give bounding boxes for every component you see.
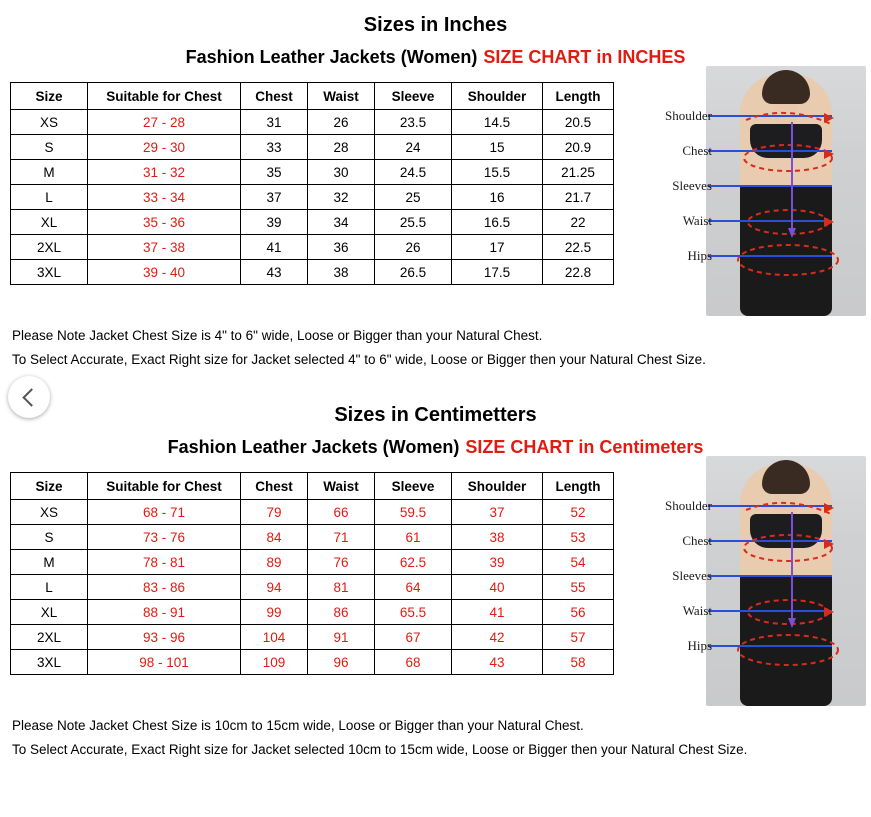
note-line-1: Please Note Jacket Chest Size is 10cm to 15cm wide, Loose or Bigger than your Natural Chest.: [12, 718, 584, 733]
table-cell: 15: [452, 135, 543, 160]
measurement-figure-inches: [596, 82, 866, 312]
table-cell: 26.5: [375, 260, 452, 285]
table-cell: 96: [308, 650, 375, 675]
table-cell: 41: [452, 600, 543, 625]
table-cell: 81: [308, 575, 375, 600]
cell-size: 3XL: [11, 650, 88, 675]
figure-label-shoulder: Shoulder: [665, 498, 712, 513]
cell-size: XL: [11, 600, 88, 625]
column-header: Size: [11, 473, 88, 500]
column-header: Sleeve: [375, 83, 452, 110]
table-cell: 76: [308, 550, 375, 575]
table-cell: 38: [452, 525, 543, 550]
size-chart-section-inches: [0, 14, 871, 372]
table-cell: 20.5: [543, 110, 614, 135]
section-title-cm: Sizes in Centimetters: [334, 404, 537, 426]
table-cell: 64: [375, 575, 452, 600]
table-cell: 24.5: [375, 160, 452, 185]
column-header: Waist: [308, 473, 375, 500]
table-cell: 37 - 38: [88, 235, 241, 260]
figure-label-chest: Chest: [682, 533, 712, 548]
table-cell: 26: [375, 235, 452, 260]
section-title-inches: Sizes in Inches: [363, 14, 508, 36]
table-cell: 27 - 28: [88, 110, 241, 135]
previous-image-button[interactable]: [8, 376, 50, 418]
table-cell: 104: [241, 625, 308, 650]
content-row-inches: [0, 82, 871, 312]
table-cell: 15.5: [452, 160, 543, 185]
table-cell: 99: [241, 600, 308, 625]
size-chart-section-cm: [0, 404, 871, 762]
cell-size: XS: [11, 110, 88, 135]
column-header: Chest: [241, 473, 308, 500]
table-cell: 39 - 40: [88, 260, 241, 285]
subtitle-black-text: Fashion Leather Jackets (Women): [185, 47, 478, 67]
table-cell: 109: [241, 650, 308, 675]
table-cell: 36: [308, 235, 375, 260]
table-row: [11, 575, 614, 600]
table-cell: 66: [308, 500, 375, 525]
table-cell: 33: [241, 135, 308, 160]
note-line-2: To Select Accurate, Exact Right size for Jacket selected 4" to 6" wide, Loose or Bigger then your Natural Chest Size.: [12, 352, 706, 367]
table-cell: 38: [308, 260, 375, 285]
table-cell: 57: [543, 625, 614, 650]
table-cell: 17: [452, 235, 543, 260]
figure-label-list-cm: [596, 498, 716, 673]
table-row: [11, 650, 614, 675]
table-cell: 25: [375, 185, 452, 210]
table-cell: 42: [452, 625, 543, 650]
size-table-cm: [10, 472, 614, 675]
table-cell: 98 - 101: [88, 650, 241, 675]
size-table-inches: [10, 82, 614, 285]
table-cell: 39: [452, 550, 543, 575]
table-cell: 71: [308, 525, 375, 550]
table-cell: 94: [241, 575, 308, 600]
table-row: [11, 210, 614, 235]
table-cell: 84: [241, 525, 308, 550]
table-cell: 78 - 81: [88, 550, 241, 575]
column-header: Sleeve: [375, 473, 452, 500]
table-cell: 79: [241, 500, 308, 525]
figure-label-waist: Waist: [682, 213, 712, 228]
cell-size: 2XL: [11, 235, 88, 260]
figure-label-hips: Hips: [687, 638, 712, 653]
cell-size: L: [11, 575, 88, 600]
table-body: [11, 110, 614, 285]
table-cell: 14.5: [452, 110, 543, 135]
note-line-2: To Select Accurate, Exact Right size for Jacket selected 10cm to 15cm wide, Loose or Bigger then your Natural Chest Size.: [12, 742, 748, 757]
section-divider: [0, 372, 871, 390]
table-cell: 86: [308, 600, 375, 625]
table-cell: 43: [241, 260, 308, 285]
table-cell: 29 - 30: [88, 135, 241, 160]
table-cell: 37: [241, 185, 308, 210]
size-table-wrap-cm: [10, 472, 601, 675]
cell-size: XS: [11, 500, 88, 525]
table-cell: 89: [241, 550, 308, 575]
table-cell: 39: [241, 210, 308, 235]
table-cell: 62.5: [375, 550, 452, 575]
figure-label-sleeves: Sleeves: [672, 568, 712, 583]
table-head: [11, 83, 614, 110]
column-header: Shoulder: [452, 83, 543, 110]
size-table-wrap-inches: [10, 82, 601, 285]
table-row: [11, 135, 614, 160]
table-cell: 53: [543, 525, 614, 550]
table-body: [11, 500, 614, 675]
figure-label-sleeves: Sleeves: [672, 178, 712, 193]
table-row: [11, 260, 614, 285]
table-cell: 24: [375, 135, 452, 160]
table-row: [11, 185, 614, 210]
cell-size: 2XL: [11, 625, 88, 650]
column-header: Size: [11, 83, 88, 110]
table-cell: 34: [308, 210, 375, 235]
table-row: [11, 600, 614, 625]
table-head: [11, 473, 614, 500]
column-header: Waist: [308, 83, 375, 110]
cell-size: 3XL: [11, 260, 88, 285]
subtitle-red-text: SIZE CHART in INCHES: [483, 47, 686, 67]
figure-label-shoulder: Shoulder: [665, 108, 712, 123]
column-header: Length: [543, 473, 614, 500]
table-cell: 16: [452, 185, 543, 210]
table-cell: 40: [452, 575, 543, 600]
figure-label-hips: Hips: [687, 248, 712, 263]
table-cell: 21.7: [543, 185, 614, 210]
table-row: [11, 110, 614, 135]
column-header: Chest: [241, 83, 308, 110]
table-cell: 17.5: [452, 260, 543, 285]
table-cell: 68 - 71: [88, 500, 241, 525]
table-cell: 22.8: [543, 260, 614, 285]
table-cell: 65.5: [375, 600, 452, 625]
table-cell: 83 - 86: [88, 575, 241, 600]
table-cell: 68: [375, 650, 452, 675]
table-cell: 56: [543, 600, 614, 625]
cell-size: M: [11, 160, 88, 185]
column-header: Shoulder: [452, 473, 543, 500]
table-cell: 43: [452, 650, 543, 675]
table-cell: 31 - 32: [88, 160, 241, 185]
table-cell: 26: [308, 110, 375, 135]
cell-size: L: [11, 185, 88, 210]
table-cell: 67: [375, 625, 452, 650]
table-cell: 21.25: [543, 160, 614, 185]
table-cell: 32: [308, 185, 375, 210]
table-row: [11, 525, 614, 550]
table-row: [11, 550, 614, 575]
cell-size: M: [11, 550, 88, 575]
table-cell: 52: [543, 500, 614, 525]
table-cell: 91: [308, 625, 375, 650]
table-cell: 61: [375, 525, 452, 550]
table-cell: 93 - 96: [88, 625, 241, 650]
column-header: Suitable for Chest: [88, 473, 241, 500]
subtitle-black-text-cm: Fashion Leather Jackets (Women): [167, 437, 460, 457]
measurement-figure-cm: [596, 472, 866, 702]
chevron-left-icon: [22, 388, 40, 406]
table-cell: 22.5: [543, 235, 614, 260]
section-subtitle-inches: [0, 47, 871, 68]
table-cell: 20.9: [543, 135, 614, 160]
section-subtitle-cm: [0, 437, 871, 458]
table-cell: 16.5: [452, 210, 543, 235]
table-cell: 88 - 91: [88, 600, 241, 625]
table-cell: 25.5: [375, 210, 452, 235]
table-cell: 73 - 76: [88, 525, 241, 550]
cell-size: S: [11, 135, 88, 160]
figure-label-chest: Chest: [682, 143, 712, 158]
table-cell: 37: [452, 500, 543, 525]
table-row: [11, 500, 614, 525]
table-cell: 55: [543, 575, 614, 600]
subtitle-red-text-cm: SIZE CHART in Centimeters: [465, 437, 704, 457]
table-cell: 41: [241, 235, 308, 260]
table-cell: 23.5: [375, 110, 452, 135]
note-line-1: Please Note Jacket Chest Size is 4" to 6" wide, Loose or Bigger than your Natural Chest.: [12, 328, 543, 343]
table-header-row: [11, 83, 614, 110]
table-cell: 33 - 34: [88, 185, 241, 210]
table-row: [11, 235, 614, 260]
table-cell: 58: [543, 650, 614, 675]
table-cell: 35 - 36: [88, 210, 241, 235]
cell-size: XL: [11, 210, 88, 235]
content-row-cm: [0, 472, 871, 702]
table-row: [11, 625, 614, 650]
figure-label-waist: Waist: [682, 603, 712, 618]
figure-label-list-inches: [596, 108, 716, 283]
column-header: Length: [543, 83, 614, 110]
table-header-row: [11, 473, 614, 500]
table-cell: 30: [308, 160, 375, 185]
table-cell: 28: [308, 135, 375, 160]
table-cell: 22: [543, 210, 614, 235]
table-row: [11, 160, 614, 185]
table-cell: 35: [241, 160, 308, 185]
table-cell: 31: [241, 110, 308, 135]
table-cell: 54: [543, 550, 614, 575]
table-cell: 59.5: [375, 500, 452, 525]
cell-size: S: [11, 525, 88, 550]
column-header: Suitable for Chest: [88, 83, 241, 110]
